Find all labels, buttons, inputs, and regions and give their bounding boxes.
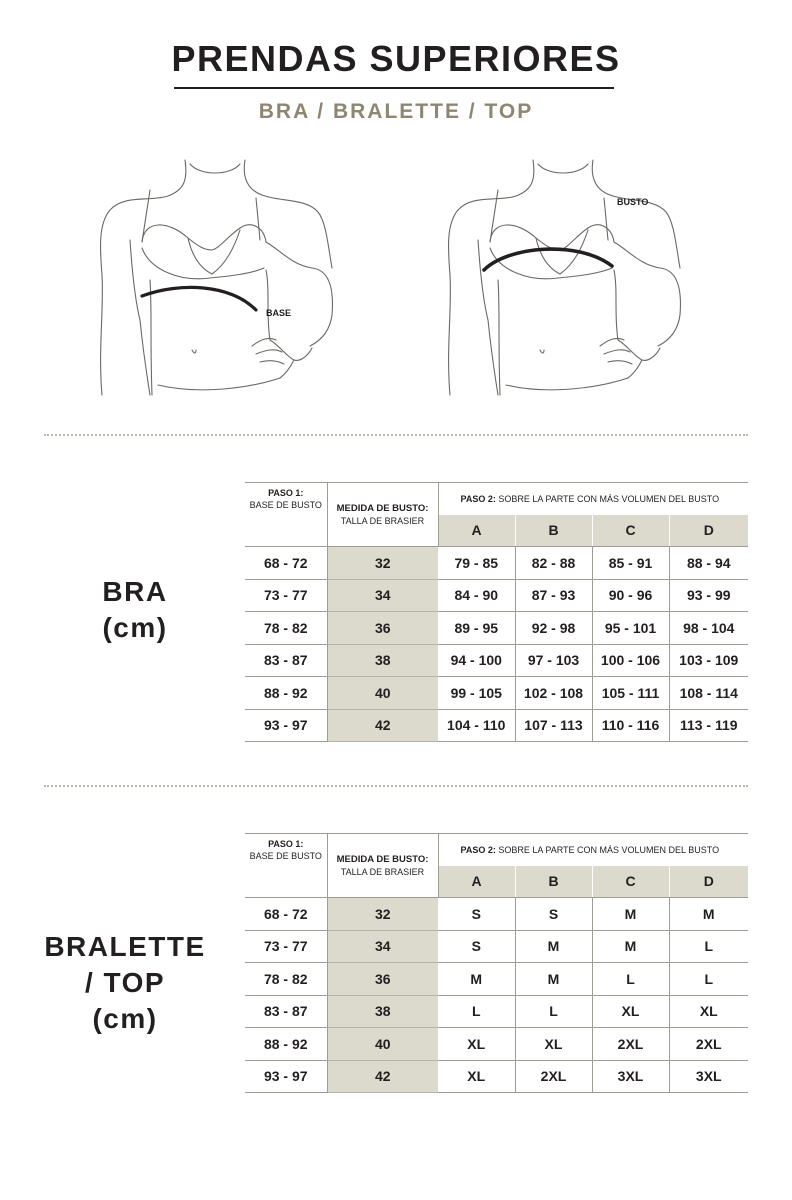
step2-text: SOBRE LA PARTE CON MÁS VOLUMEN DEL BUSTO xyxy=(495,844,720,855)
band-size: 40 xyxy=(327,1028,438,1061)
bust-value: 107 - 113 xyxy=(515,709,592,742)
bra-section-label xyxy=(40,574,230,646)
bra-label-line2: (cm) xyxy=(102,612,168,643)
step1-header xyxy=(245,483,327,547)
garment-size: S xyxy=(515,898,592,931)
step2-title: PASO 2: xyxy=(460,493,496,504)
bralette-size-table xyxy=(245,833,748,1093)
cup-header: C xyxy=(592,515,669,547)
garment-size: M xyxy=(592,930,669,963)
step1-text: BASE DE BUSTO xyxy=(249,851,322,861)
base-value: 78 - 82 xyxy=(245,963,327,996)
bust-label: BUSTO xyxy=(617,197,649,207)
garment-size: 2XL xyxy=(592,1028,669,1061)
garment-size: M xyxy=(592,898,669,931)
table-row xyxy=(245,930,748,963)
bust-value: 79 - 85 xyxy=(438,547,515,580)
bust-value: 93 - 99 xyxy=(669,579,748,612)
cup-header: D xyxy=(669,866,748,898)
base-value: 83 - 87 xyxy=(245,644,327,677)
bust-size-title: MEDIDA DE BUSTO: xyxy=(336,853,429,865)
garment-size: L xyxy=(515,995,592,1028)
garment-size: L xyxy=(592,963,669,996)
bust-size-text: TALLA DE BRASIER xyxy=(340,515,425,526)
bust-value: 110 - 116 xyxy=(592,709,669,742)
garment-size: M xyxy=(515,930,592,963)
bust-value: 98 - 104 xyxy=(669,612,748,645)
bust-value: 85 - 91 xyxy=(592,547,669,580)
bust-value: 108 - 114 xyxy=(669,677,748,710)
garment-size: L xyxy=(669,963,748,996)
table-row xyxy=(245,963,748,996)
garment-size: S xyxy=(438,898,515,931)
garment-size: S xyxy=(438,930,515,963)
garment-size: M xyxy=(515,963,592,996)
band-size: 36 xyxy=(327,612,438,645)
table-row xyxy=(245,644,748,677)
bust-measure-illustration xyxy=(428,150,748,400)
bust-value: 87 - 93 xyxy=(515,579,592,612)
bust-value: 97 - 103 xyxy=(515,644,592,677)
garment-size: M xyxy=(438,963,515,996)
step1-text: BASE DE BUSTO xyxy=(249,500,322,510)
base-value: 78 - 82 xyxy=(245,612,327,645)
page-subtitle: BRA / BRALETTE / TOP xyxy=(258,100,534,123)
bra-size-table xyxy=(245,482,748,742)
bra-label-line1: BRA xyxy=(102,576,168,607)
garment-size: XL xyxy=(438,1060,515,1093)
garment-size: XL xyxy=(592,995,669,1028)
bust-value: 105 - 111 xyxy=(592,677,669,710)
band-size: 42 xyxy=(327,709,438,742)
table-row xyxy=(245,709,748,742)
garment-size: L xyxy=(669,930,748,963)
bust-value: 94 - 100 xyxy=(438,644,515,677)
garment-size: XL xyxy=(669,995,748,1028)
garment-size: 2XL xyxy=(515,1060,592,1093)
band-size: 38 xyxy=(327,644,438,677)
bust-size-title: MEDIDA DE BUSTO: xyxy=(336,502,429,514)
band-size: 36 xyxy=(327,963,438,996)
base-value: 73 - 77 xyxy=(245,930,327,963)
base-value: 73 - 77 xyxy=(245,579,327,612)
bust-size-text: TALLA DE BRASIER xyxy=(340,866,425,877)
bralette-section-label xyxy=(20,929,230,1037)
table-row xyxy=(245,1028,748,1061)
base-value: 68 - 72 xyxy=(245,898,327,931)
page-title: PRENDAS SUPERIORES xyxy=(171,38,621,79)
step1-header xyxy=(245,834,327,898)
bust-value: 92 - 98 xyxy=(515,612,592,645)
cup-header: D xyxy=(669,515,748,547)
band-size: 32 xyxy=(327,898,438,931)
base-value: 88 - 92 xyxy=(245,1028,327,1061)
garment-size: XL xyxy=(515,1028,592,1061)
base-value: 83 - 87 xyxy=(245,995,327,1028)
garment-size: XL xyxy=(438,1028,515,1061)
bust-value: 104 - 110 xyxy=(438,709,515,742)
cup-header: C xyxy=(592,866,669,898)
bust-value: 95 - 101 xyxy=(592,612,669,645)
band-size: 34 xyxy=(327,930,438,963)
band-size: 34 xyxy=(327,579,438,612)
garment-size: M xyxy=(669,898,748,931)
bust-value: 90 - 96 xyxy=(592,579,669,612)
base-value: 88 - 92 xyxy=(245,677,327,710)
base-value: 68 - 72 xyxy=(245,547,327,580)
bralette-label-line3: (cm) xyxy=(92,1003,158,1034)
cup-header: B xyxy=(515,515,592,547)
cup-header: B xyxy=(515,866,592,898)
base-value: 93 - 97 xyxy=(245,709,327,742)
base-value: 93 - 97 xyxy=(245,1060,327,1093)
base-measure-illustration xyxy=(80,150,400,400)
section-divider xyxy=(44,434,748,436)
bralette-label-line1: BRALETTE xyxy=(44,931,206,962)
step2-title: PASO 2: xyxy=(460,844,496,855)
table-row xyxy=(245,579,748,612)
cup-header: A xyxy=(438,866,515,898)
bust-value: 82 - 88 xyxy=(515,547,592,580)
band-size: 40 xyxy=(327,677,438,710)
step1-title: PASO 1: xyxy=(268,839,304,849)
garment-size: 3XL xyxy=(592,1060,669,1093)
bust-size-header xyxy=(327,834,438,898)
bust-value: 113 - 119 xyxy=(669,709,748,742)
band-size: 42 xyxy=(327,1060,438,1093)
garment-size: L xyxy=(438,995,515,1028)
bust-value: 88 - 94 xyxy=(669,547,748,580)
step2-text: SOBRE LA PARTE CON MÁS VOLUMEN DEL BUSTO xyxy=(495,493,720,504)
table-row xyxy=(245,898,748,931)
band-size: 32 xyxy=(327,547,438,580)
table-row xyxy=(245,1060,748,1093)
table-row xyxy=(245,995,748,1028)
table-row xyxy=(245,677,748,710)
cup-header: A xyxy=(438,515,515,547)
garment-size: 2XL xyxy=(669,1028,748,1061)
bralette-label-line2: / TOP xyxy=(84,967,166,998)
step2-header xyxy=(438,483,748,515)
table-row xyxy=(245,547,748,580)
bust-value: 89 - 95 xyxy=(438,612,515,645)
bust-size-header xyxy=(327,483,438,547)
title-underline xyxy=(174,87,614,89)
step2-header xyxy=(438,834,748,866)
bust-value: 103 - 109 xyxy=(669,644,748,677)
section-divider xyxy=(44,785,748,787)
base-label: BASE xyxy=(266,308,292,318)
bust-value: 99 - 105 xyxy=(438,677,515,710)
bust-value: 84 - 90 xyxy=(438,579,515,612)
bust-value: 100 - 106 xyxy=(592,644,669,677)
step1-title: PASO 1: xyxy=(268,488,304,498)
garment-size: 3XL xyxy=(669,1060,748,1093)
band-size: 38 xyxy=(327,995,438,1028)
bust-value: 102 - 108 xyxy=(515,677,592,710)
table-row xyxy=(245,612,748,645)
